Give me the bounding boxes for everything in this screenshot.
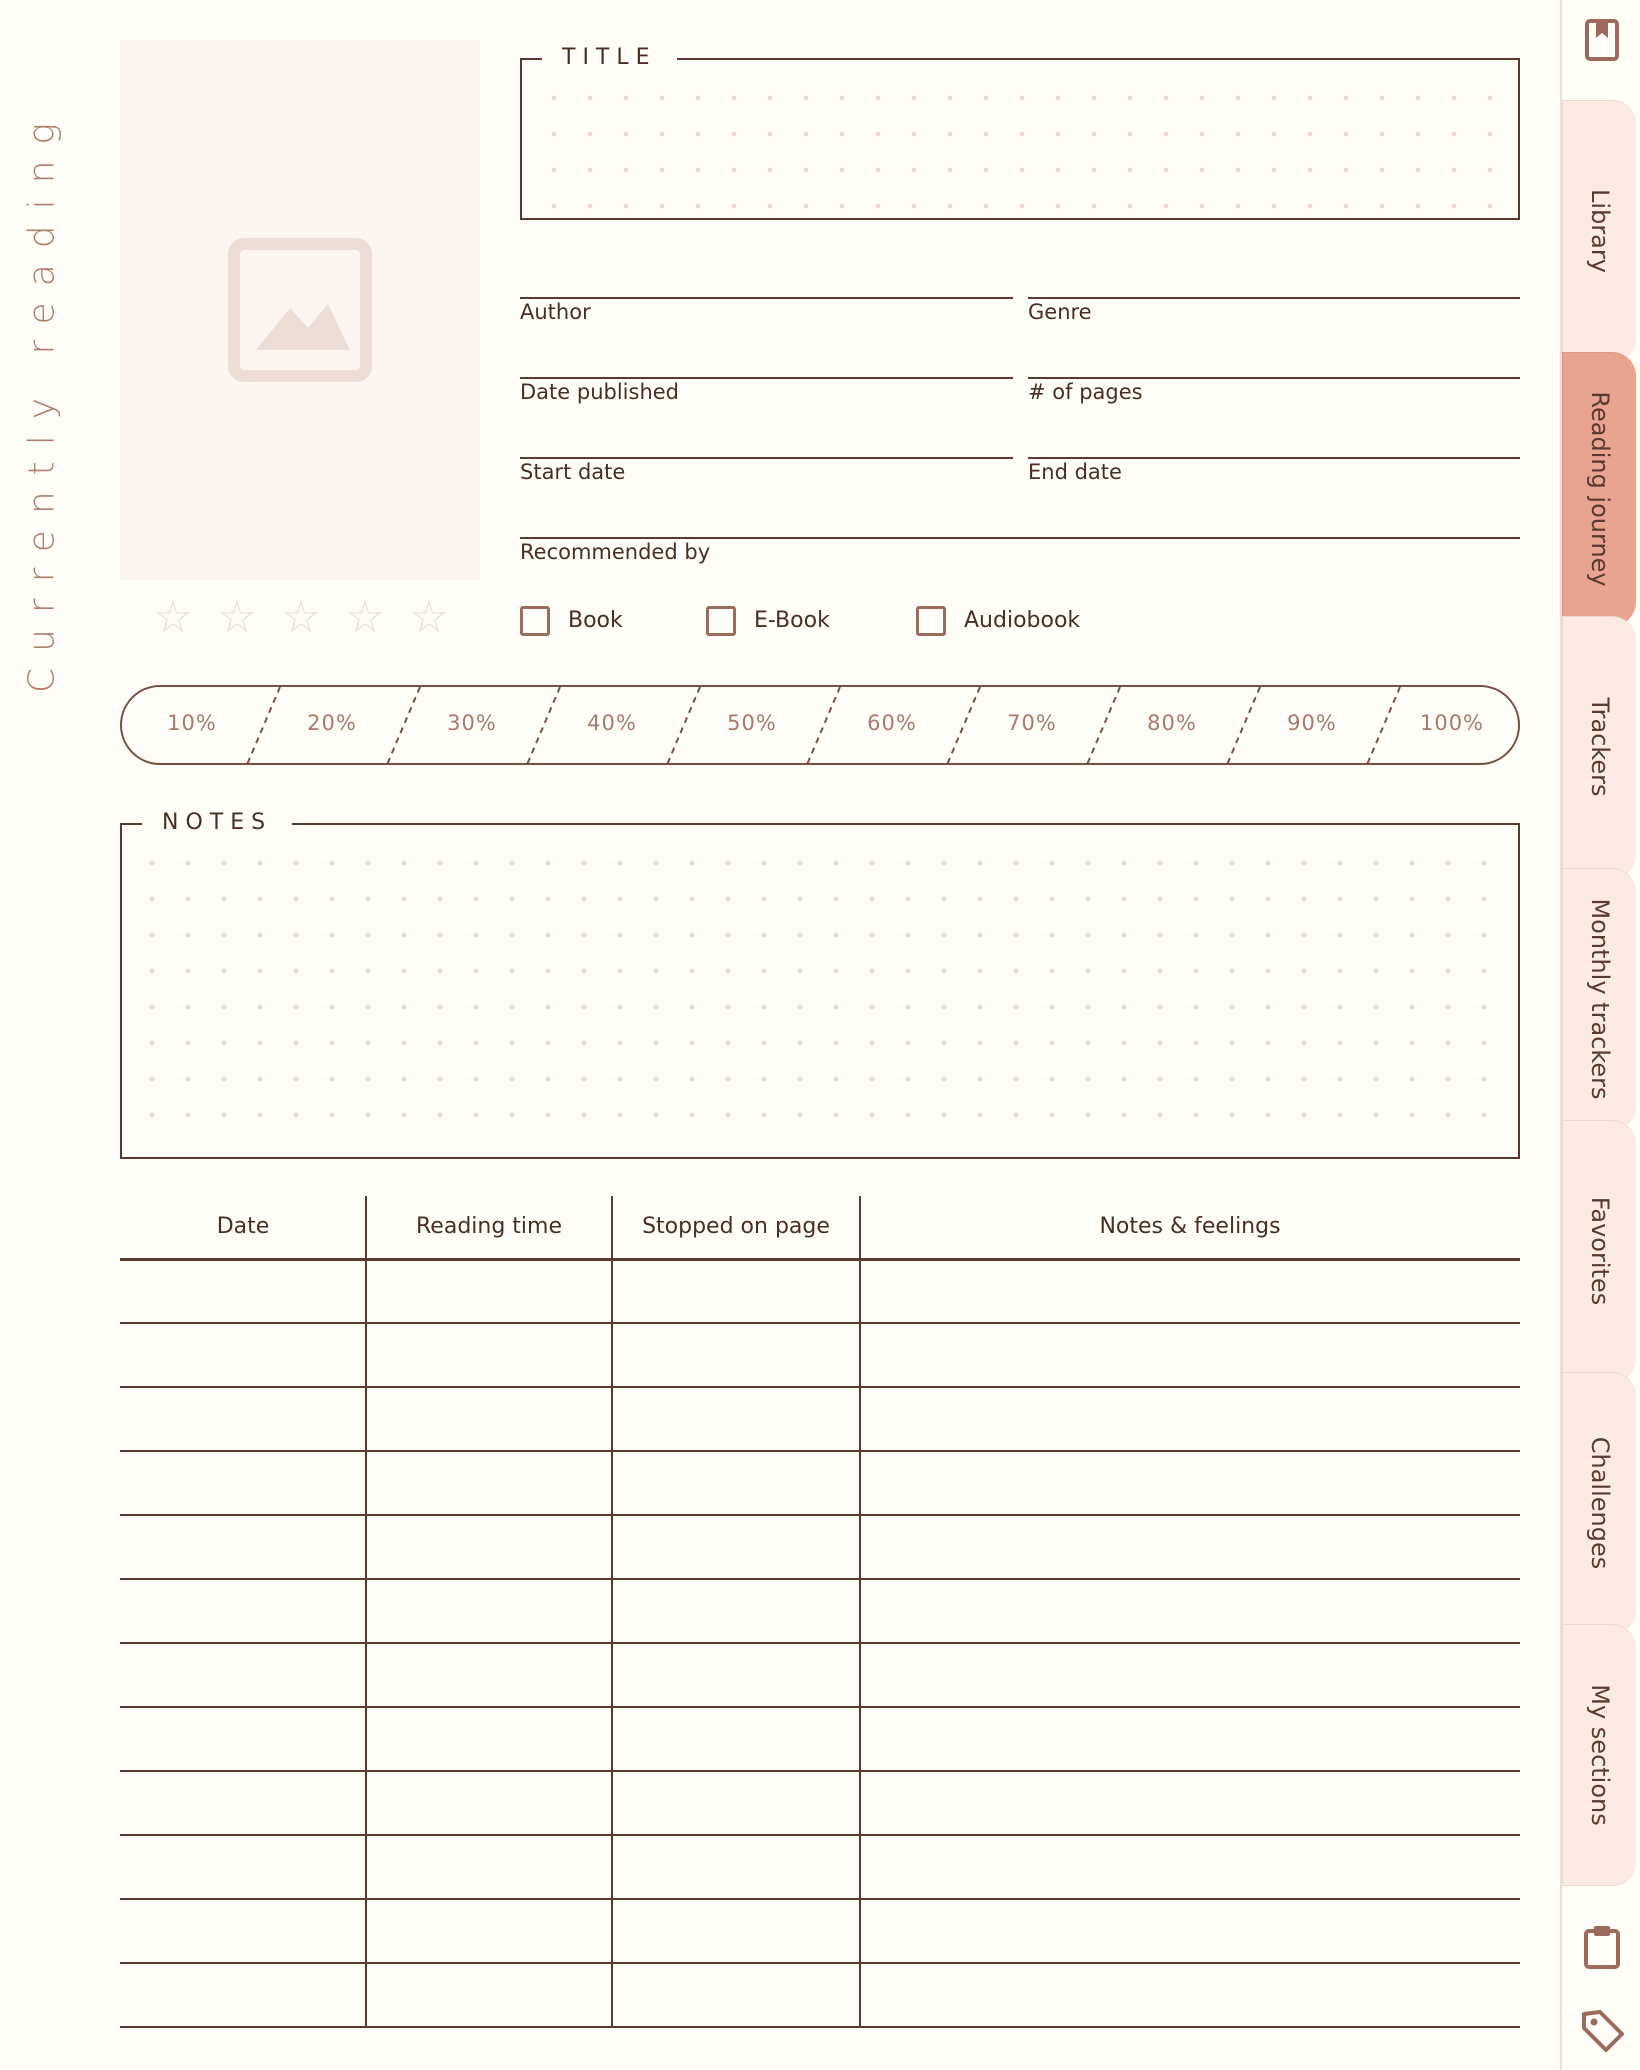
- column-divider: [859, 1196, 861, 2028]
- date-published-label: Date published: [520, 380, 680, 404]
- notes-box-label: NOTES: [142, 810, 292, 835]
- bookmark-icon[interactable]: [1584, 18, 1620, 62]
- column-header-stopped-on-page: Stopped on page: [642, 1214, 830, 1239]
- tab-trackers[interactable]: [1562, 616, 1636, 878]
- progress-step[interactable]: 90%: [1287, 711, 1337, 735]
- num-pages-field[interactable]: [1028, 377, 1520, 379]
- progress-step[interactable]: 70%: [1007, 711, 1057, 735]
- dot-grid: [536, 80, 1508, 210]
- page-title: Currently reading: [21, 106, 63, 694]
- column-header-date: Date: [216, 1214, 270, 1239]
- end-date-field[interactable]: [1028, 457, 1520, 459]
- tag-icon[interactable]: [1580, 2008, 1626, 2054]
- tab-library[interactable]: [1562, 100, 1636, 362]
- reading-log-table: [120, 1196, 1520, 2030]
- reading-progress-bar[interactable]: [120, 685, 1520, 765]
- tab-label: Favorites: [1585, 1196, 1614, 1306]
- table-row[interactable]: [120, 1386, 1520, 1388]
- header-rule: [120, 1258, 1520, 1261]
- progress-step[interactable]: 20%: [307, 711, 357, 735]
- column-divider: [365, 1196, 367, 2028]
- table-row[interactable]: [120, 1834, 1520, 1836]
- title-box[interactable]: [520, 58, 1520, 220]
- column-header-reading-time: Reading time: [416, 1214, 562, 1239]
- column-divider: [611, 1196, 613, 2028]
- table-row[interactable]: [120, 1962, 1520, 1964]
- book-checkbox[interactable]: [520, 606, 550, 636]
- start-date-label: Start date: [520, 460, 626, 484]
- tab-label: My sections: [1585, 1684, 1614, 1826]
- progress-step[interactable]: 80%: [1147, 711, 1197, 735]
- tab-my-sections[interactable]: [1562, 1624, 1636, 1886]
- tab-reading-journey[interactable]: [1562, 352, 1636, 626]
- author-field[interactable]: [520, 297, 1013, 299]
- table-row[interactable]: [120, 1450, 1520, 1452]
- table-row[interactable]: [120, 1770, 1520, 1772]
- tab-label: Challenges: [1585, 1436, 1614, 1570]
- star-icon[interactable]: ☆: [153, 592, 193, 643]
- table-row[interactable]: [120, 1578, 1520, 1580]
- star-icon[interactable]: ☆: [281, 592, 321, 643]
- recommended-by-field[interactable]: [520, 537, 1520, 539]
- clipboard-icon[interactable]: [1582, 1924, 1622, 1970]
- star-icon[interactable]: ☆: [345, 592, 385, 643]
- num-pages-label: # of pages: [1028, 380, 1143, 404]
- table-row[interactable]: [120, 1514, 1520, 1516]
- end-date-label: End date: [1028, 460, 1122, 484]
- tab-favorites[interactable]: [1562, 1120, 1636, 1382]
- notes-box[interactable]: [120, 823, 1520, 1159]
- title-box-label: TITLE: [542, 45, 677, 70]
- table-row[interactable]: [120, 1706, 1520, 1708]
- tab-label: Trackers: [1585, 697, 1614, 797]
- ebook-checkbox[interactable]: [706, 606, 736, 636]
- tab-label: Monthly trackers: [1585, 898, 1614, 1100]
- tab-challenges[interactable]: [1562, 1372, 1636, 1634]
- audiobook-checkbox[interactable]: [916, 606, 946, 636]
- start-date-field[interactable]: [520, 457, 1013, 459]
- date-published-field[interactable]: [520, 377, 1013, 379]
- table-row[interactable]: [120, 1322, 1520, 1324]
- tab-monthly-trackers[interactable]: [1562, 868, 1636, 1130]
- progress-step[interactable]: 100%: [1419, 711, 1485, 735]
- progress-step[interactable]: 40%: [587, 711, 637, 735]
- audiobook-label: Audiobook: [964, 608, 1081, 633]
- table-row[interactable]: [120, 2026, 1520, 2028]
- tab-label: Library: [1585, 189, 1614, 273]
- table-row[interactable]: [120, 1898, 1520, 1900]
- author-label: Author: [520, 300, 591, 324]
- progress-step[interactable]: 30%: [447, 711, 497, 735]
- book-label: Book: [568, 608, 623, 633]
- recommended-by-label: Recommended by: [520, 540, 711, 564]
- dot-grid: [134, 845, 1510, 1145]
- star-icon[interactable]: ☆: [409, 592, 449, 643]
- table-row[interactable]: [120, 1642, 1520, 1644]
- tab-label: Reading journey: [1585, 391, 1614, 587]
- column-header-notes-feelings: Notes & feelings: [1099, 1214, 1281, 1239]
- progress-step[interactable]: 50%: [727, 711, 777, 735]
- progress-step[interactable]: 10%: [167, 711, 217, 735]
- ebook-label: E-Book: [754, 608, 830, 633]
- star-icon[interactable]: ☆: [217, 592, 257, 643]
- image-icon: [228, 238, 372, 382]
- genre-label: Genre: [1028, 300, 1092, 324]
- genre-field[interactable]: [1028, 297, 1520, 299]
- progress-step[interactable]: 60%: [867, 711, 917, 735]
